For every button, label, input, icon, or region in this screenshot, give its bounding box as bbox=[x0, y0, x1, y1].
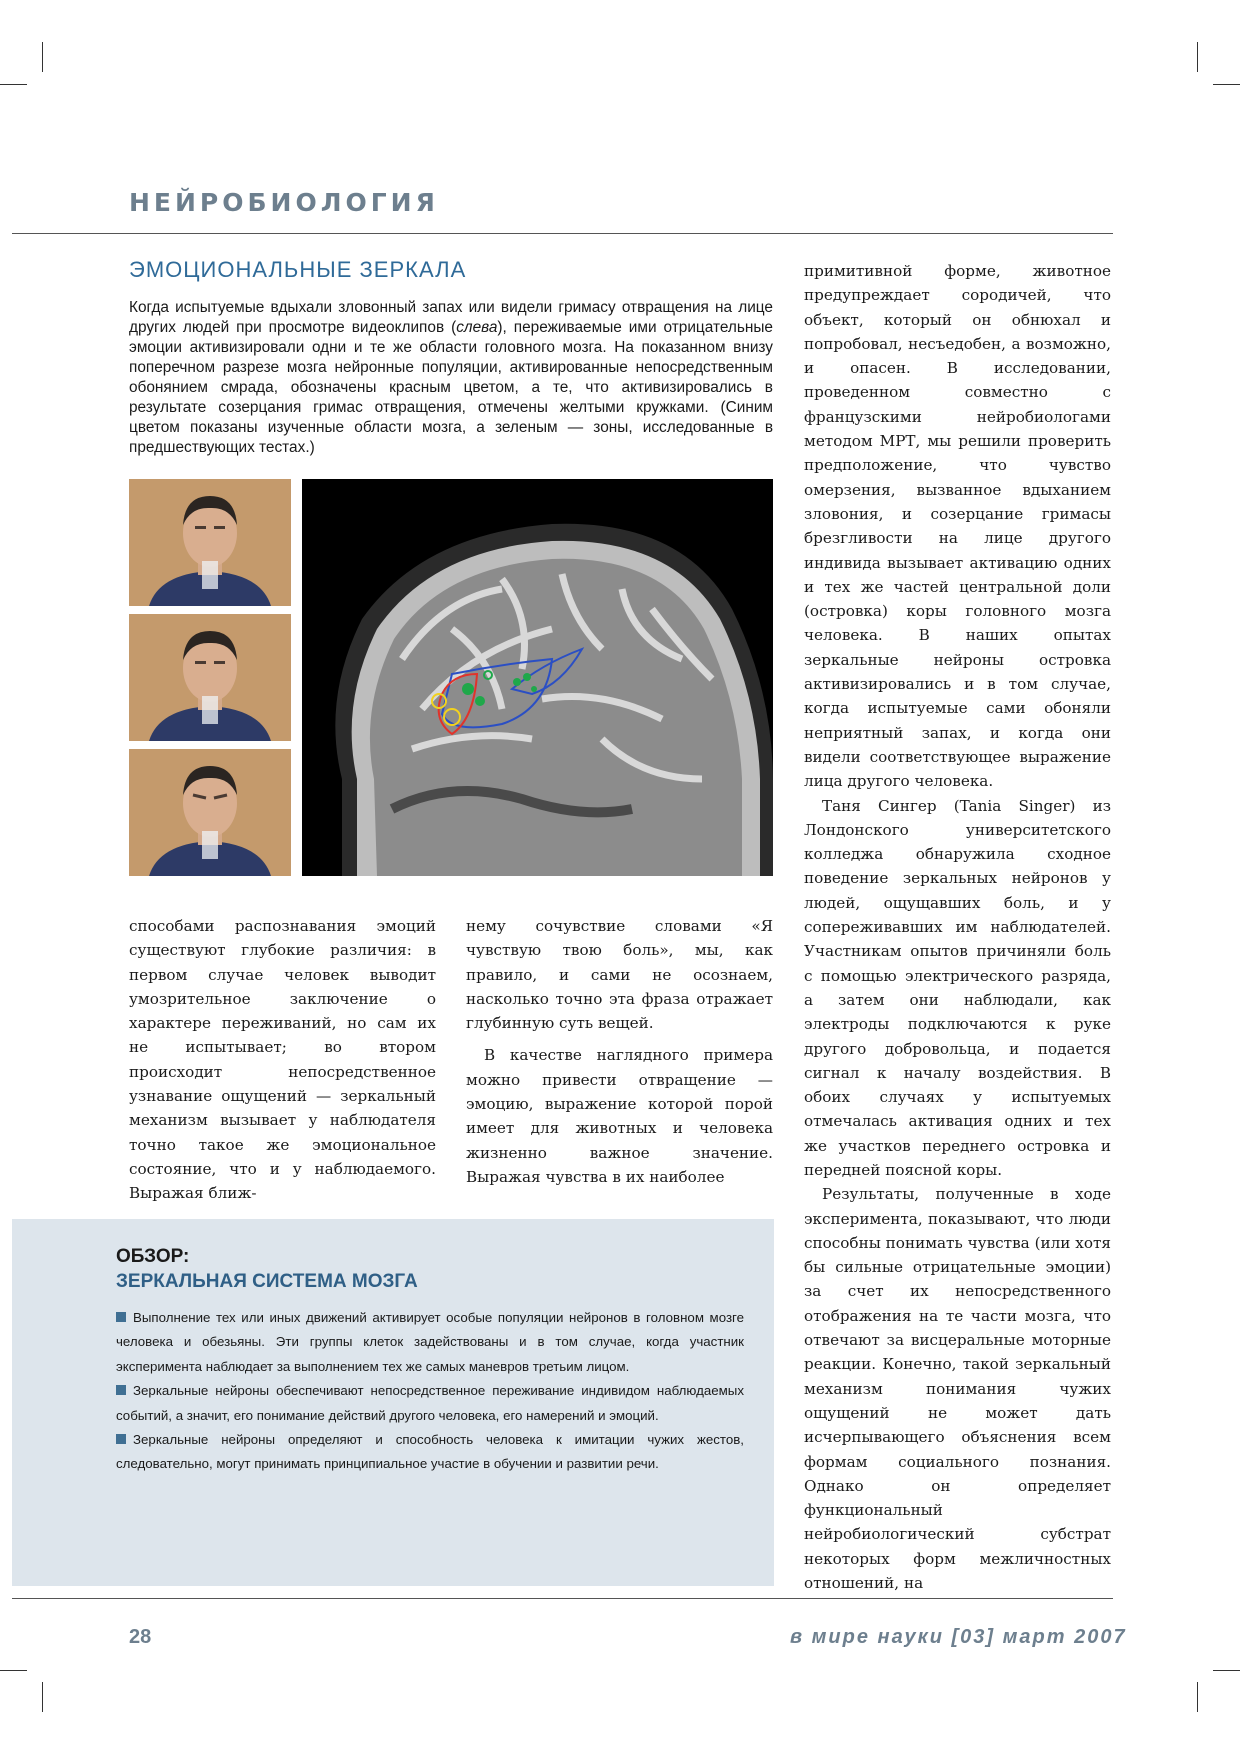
caption-emphasis: слева bbox=[456, 319, 498, 336]
crop-mark bbox=[0, 1670, 27, 1671]
paragraph: Таня Сингер (Tania Singer) из Лондонского университетского колледжа обнаружила сходное поведение зеркальных нейронов у людей, ощущавших боль, и у сопереживавших им наблюдателей. Участникам опытов причиняли боль с помощью электрического разряда, а затем они наблюдали, как электроды подключаются к руке другого добровольца, и подается сигнал к началу воздействия. В обоих случаях у испытуемых отмечалась активация одних и тех же участков переднего островка и передней поясной коры. bbox=[804, 796, 1111, 1179]
paragraph: способами распознавания эмоций существуют глубокие различия: в первом случае человек выводит умозрительное заключение о характере переживаний, но сам их не испытывает; во втором происходит непосредственное узнавание ощущений — зеркальный механизм вызывает у наблюдателя точно такое же эмоциональное состояние, что и у наблюдаемого. Выражая ближ- bbox=[129, 917, 436, 1203]
caption-part: Когда испытуемые вдыхали зловонный запах или видели гримасу отвращения на лице других людей при просмотре видеоклипов ( bbox=[129, 299, 773, 336]
list-item bbox=[116, 1306, 744, 1379]
journal-issue: в мире науки [03] март 2007 bbox=[790, 1626, 1127, 1648]
list-item bbox=[116, 1379, 744, 1428]
list-item-text: Зеркальные нейроны определяют и способность человека к имитации чужих жестов, следовательно, могут принимать принципиальное участие в обучении и развитии речи. bbox=[116, 1432, 744, 1472]
overview-heading: ОБЗОР: bbox=[116, 1246, 190, 1267]
face-photo-strip bbox=[129, 479, 291, 876]
square-bullet-icon bbox=[116, 1312, 126, 1322]
text-column-2 bbox=[466, 914, 773, 1189]
paragraph: примитивной форме, животное предупреждает сородичей, что объект, который он обнюхал и попробовал, несъедобен, а возможно, и опасен. В исследовании, проведенном совместно с французскими нейробиологами методом МРТ, мы решили проверить предположение, что чувство омерзения, вызванное вдыханием зловония, и созерцание гримасы брезгливости на лице другого индивида вызывает активацию одних и тех же частей центральной доли (островка) коры головного мозга человека. В наших опытах зеркальные нейроны островка активизировались и в том случае, когда испытуемые сами обоняли неприятный запах, и когда они видели соответствующее выражение лица другого человека. bbox=[804, 262, 1111, 791]
overview-list bbox=[116, 1306, 744, 1477]
figure-title: ЭМОЦИОНАЛЬНЫЕ ЗЕРКАЛА bbox=[129, 257, 467, 282]
list-item-text: Выполнение тех или иных движений активирует особые популяции нейронов в головном мозге человека и обезьяны. Эти группы клеток задействованы и в том случае, когда участник эксперимента наблюдает за выполнением тех же самых маневров третьим лицом. bbox=[116, 1310, 744, 1374]
crop-mark bbox=[0, 84, 27, 85]
list-item bbox=[116, 1428, 744, 1477]
face-photo bbox=[129, 479, 291, 606]
paragraph: нему сочувствие словами «Я чувствую твою боль», мы, как правило, и сами не осознаем, насколько точно эта фраза отражает глубинную суть вещей. bbox=[466, 917, 773, 1033]
footer-rule bbox=[12, 1598, 1113, 1599]
crop-mark bbox=[1213, 1670, 1240, 1671]
page-number: 28 bbox=[129, 1626, 152, 1648]
crop-mark bbox=[1213, 84, 1240, 85]
face-photo bbox=[129, 614, 291, 741]
section-title: НЕЙРОБИОЛОГИЯ bbox=[129, 188, 439, 217]
text-column-3 bbox=[804, 259, 1111, 1595]
paragraph: Результаты, полученные в ходе эксперимента, показывают, что люди способны понимать чувства (или хотя бы сильные отрицательные эмоции) за счет их непосредственного отображения на те части мозга, что отвечают за висцеральные моторные реакции. Конечно, такой зеркальный механизм понимания чужих ощущений не может дать исчерпывающего объяснения всем формам социального познания. Однако он определяет функциональный нейробиологический субстрат некоторых форм межличностных отношений, на bbox=[804, 1185, 1111, 1593]
face-photo bbox=[129, 749, 291, 876]
square-bullet-icon bbox=[116, 1434, 126, 1444]
crop-mark bbox=[1197, 1682, 1198, 1712]
header-rule bbox=[12, 233, 1113, 234]
crop-mark bbox=[1197, 42, 1198, 72]
paragraph: В качестве наглядного примера можно привести отвращение — эмоцию, выражение которой порой имеет для животных и человека жизненно важное значение. Выражая чувства в их наиболее bbox=[466, 1046, 773, 1186]
figure-caption bbox=[129, 298, 773, 458]
list-item-text: Зеркальные нейроны обеспечивают непосредственное переживание индивидом наблюдаемых событий, а значит, его понимание действий другого человека, его намерений и эмоций. bbox=[116, 1383, 744, 1423]
text-column-1 bbox=[129, 914, 436, 1206]
overview-subheading: ЗЕРКАЛЬНАЯ СИСТЕМА МОЗГА bbox=[116, 1271, 418, 1292]
square-bullet-icon bbox=[116, 1385, 126, 1395]
mri-brain-image bbox=[302, 479, 773, 876]
crop-mark bbox=[42, 1682, 43, 1712]
crop-mark bbox=[42, 42, 43, 72]
caption-part: ), переживаемые ими отрицательные эмоции активизировали одни и те же области головного мозга. На показанном внизу поперечном разрезе мозга нейронные популяции, активированные непосредственным обонянием смрада, обозначены красным цветом, а те, что активизировались в результате созерцания гримас отвращения, отмечены желтыми кружками. (Синим цветом показаны изученные области мозга, а зеленым — зоны, исследованные в предшествующих тестах.) bbox=[129, 319, 773, 456]
